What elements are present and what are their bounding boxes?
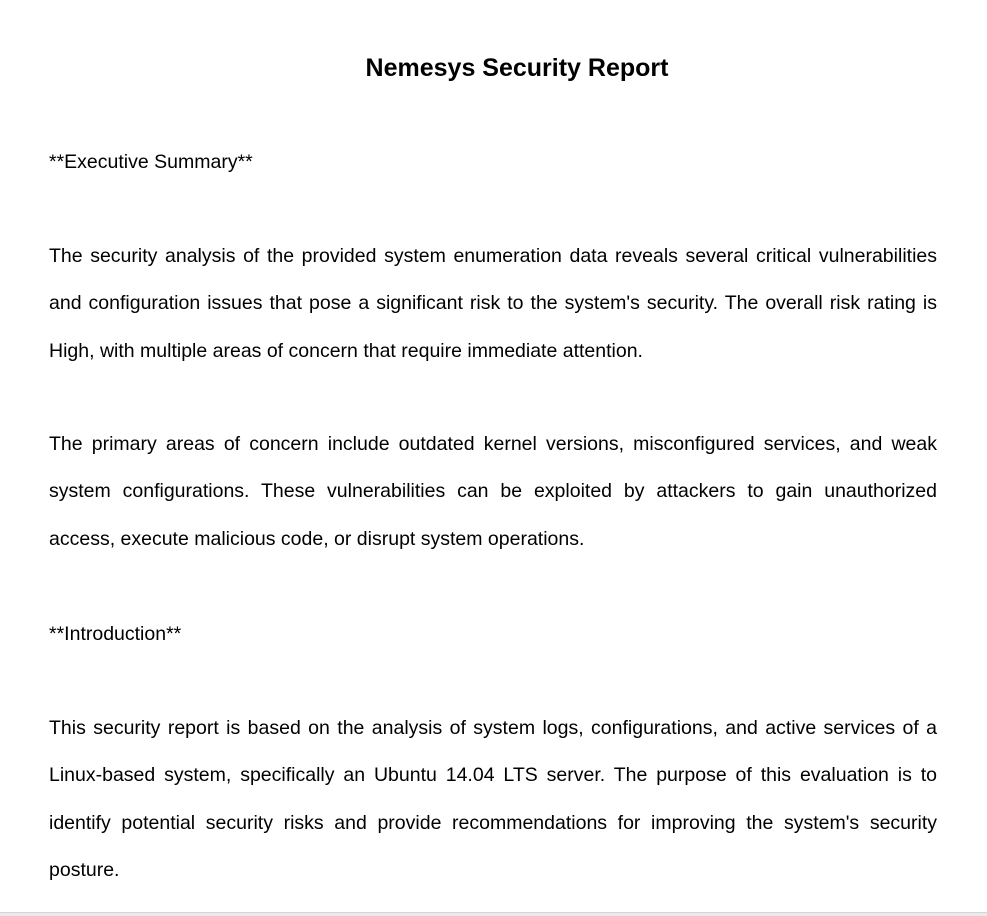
paragraph-executive-summary-2: The primary areas of concern include outdated kernel versions, misconfigured services, and weak system configurations. These vulnerabilities can be exploited by attackers to gain unauthorized access, execute malicious code, or disrupt system operations. <box>49 433 937 550</box>
paragraph-executive-summary-1: The security analysis of the provided system enumeration data reveals several critical vulnerabilities and configuration issues that pose a significant risk to the system's security. The overall risk rating is High, with multiple areas of concern that require immediate attention. <box>49 245 937 362</box>
page-bottom-edge <box>0 912 987 916</box>
section-heading-executive-summary: **Executive Summary** <box>49 151 253 173</box>
section-heading-introduction: **Introduction** <box>49 623 182 645</box>
document-title: Nemesys Security Report <box>365 54 669 82</box>
paragraph-introduction-1: This security report is based on the analysis of system logs, configurations, and active services of a Linux-based system, specifically an Ubuntu 14.04 LTS server. The purpose of this evaluation is to identify potential security risks and provide recommendations for improving the system's security posture. <box>49 717 937 881</box>
